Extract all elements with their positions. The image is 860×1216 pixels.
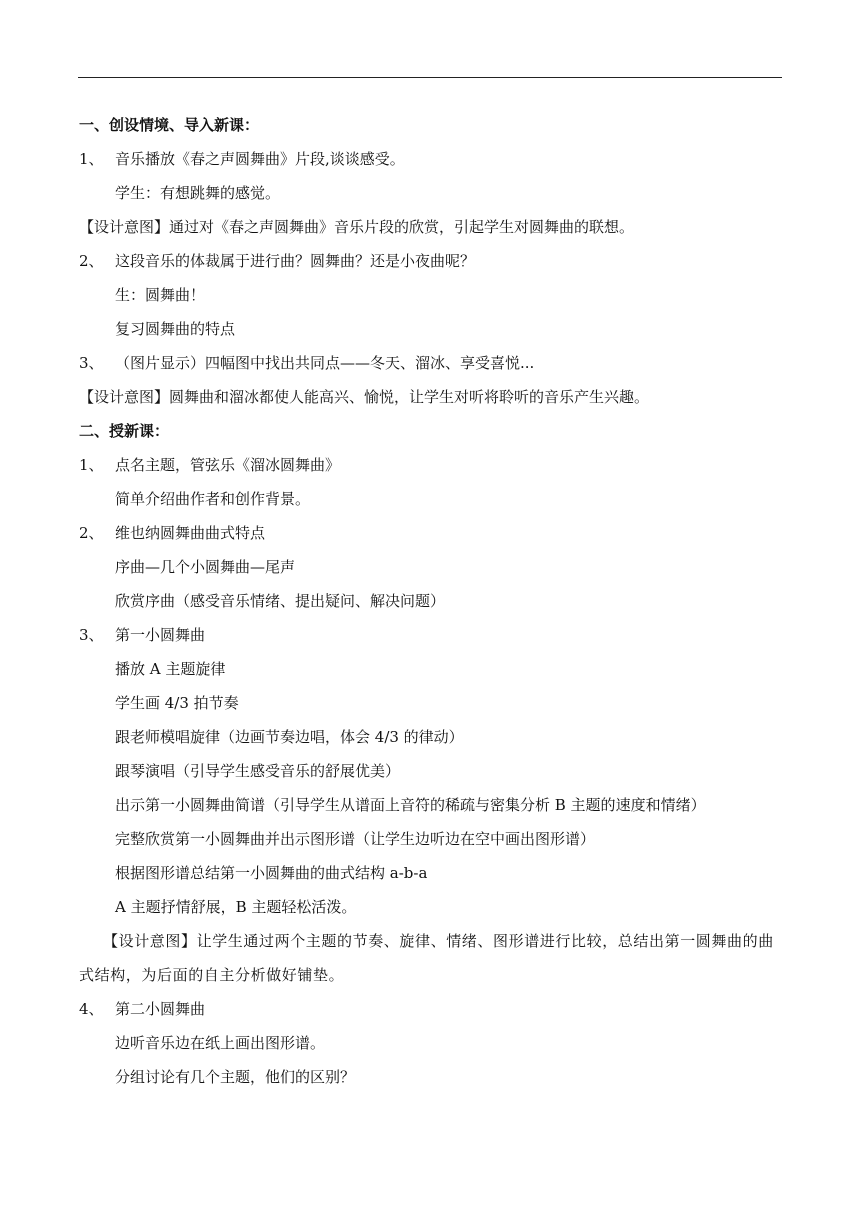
sub-line: 简单介绍曲作者和创作背景。	[115, 490, 311, 508]
section-heading-2: 二、授新课：	[79, 422, 170, 440]
document-body	[79, 108, 783, 1094]
item-text: 音乐播放《春之声圆舞曲》片段,谈谈感受。	[115, 150, 405, 168]
item-text: 维也纳圆舞曲曲式特点	[115, 524, 266, 542]
list-item	[79, 244, 783, 278]
sub-line: 出示第一小圆舞曲简谱（引导学生从谱面上音符的稀疏与密集分析 B 主题的速度和情绪）	[115, 796, 706, 814]
sub-line: 生：圆舞曲！	[115, 286, 206, 304]
section-heading-1: 一、创设情境、导入新课：	[79, 116, 260, 134]
sub-line: A 主题抒情舒展，B 主题轻松活泼。	[115, 898, 357, 916]
sub-line: 学生画 4/3 拍节奏	[115, 694, 239, 712]
item-number: 4、	[79, 1000, 104, 1018]
sub-line: 跟老师模唱旋律（边画节奏边唱，体会 4/3 的律动）	[115, 728, 464, 746]
sub-line: 完整欣赏第一小圆舞曲并出示图形谱（让学生边听边在空中画出图形谱）	[115, 830, 596, 848]
list-item	[79, 618, 783, 652]
item-text: 第一小圆舞曲	[115, 626, 206, 644]
sub-line: 分组讨论有几个主题，他们的区别？	[115, 1068, 356, 1086]
item-text: 这段音乐的体裁属于进行曲？圆舞曲？还是小夜曲呢？	[115, 252, 476, 270]
sub-line: 复习圆舞曲的特点	[115, 320, 236, 338]
item-text: 点名主题，管弦乐《溜冰圆舞曲》	[115, 456, 341, 474]
sub-line: 序曲—几个小圆舞曲—尾声	[115, 558, 296, 576]
design-intent: 【设计意图】通过对《春之声圆舞曲》音乐片段的欣赏，引起学生对圆舞曲的联想。	[79, 218, 635, 236]
list-item	[79, 516, 783, 550]
sub-line: 学生：有想跳舞的感觉。	[115, 184, 281, 202]
item-number: 1、	[79, 150, 104, 168]
list-item	[79, 142, 783, 176]
list-item	[79, 448, 783, 482]
item-number: 3、	[79, 354, 104, 372]
design-intent: 【设计意图】圆舞曲和溜冰都使人能高兴、愉悦，让学生对听将聆听的音乐产生兴趣。	[79, 388, 650, 406]
item-text: 第二小圆舞曲	[115, 1000, 206, 1018]
header-rule	[78, 77, 782, 78]
item-number: 2、	[79, 524, 104, 542]
sub-line: 跟琴演唱（引导学生感受音乐的舒展优美）	[115, 762, 401, 780]
item-text: （图片显示）四幅图中找出共同点——冬天、溜冰、享受喜悦...	[115, 354, 535, 372]
list-item	[79, 992, 783, 1026]
sub-line: 根据图形谱总结第一小圆舞曲的曲式结构 a-b-a	[115, 864, 428, 882]
item-number: 2、	[79, 252, 104, 270]
sub-line: 播放 A 主题旋律	[115, 660, 226, 678]
sub-line: 边听音乐边在纸上画出图形谱。	[115, 1034, 326, 1052]
design-intent-paragraph: 【设计意图】让学生通过两个主题的节奏、旋律、情绪、图形谱进行比较，总结出第一圆舞曲的曲式结构，为后面的自主分析做好铺垫。	[79, 932, 774, 984]
sub-line: 欣赏序曲（感受音乐情绪、提出疑问、解决问题）	[115, 592, 446, 610]
item-number: 3、	[79, 626, 104, 644]
list-item	[79, 346, 783, 380]
item-number: 1、	[79, 456, 104, 474]
